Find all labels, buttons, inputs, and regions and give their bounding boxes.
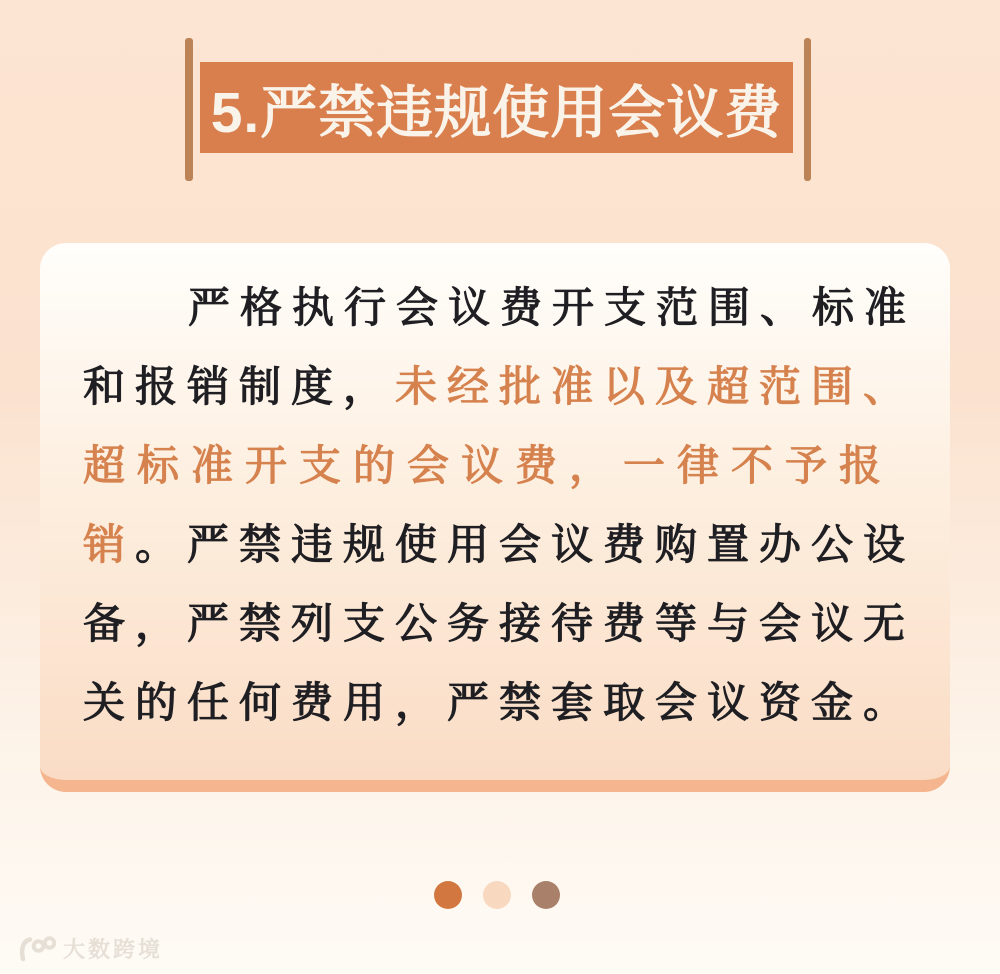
watermark: [16, 933, 163, 964]
text-segment: 关的任何费用，严禁套取会议资金。: [83, 679, 916, 726]
text-line: [83, 426, 915, 505]
watermark-text: 大数跨境: [63, 937, 164, 962]
text-line: [83, 505, 915, 584]
carousel-dot[interactable]: [483, 881, 511, 909]
text-line: [83, 584, 915, 663]
title-banner: [200, 62, 793, 153]
text-segment: 未经批准以及超范围、: [395, 363, 916, 410]
text-segment: 和报销制度，: [83, 363, 396, 410]
content-card: [40, 243, 950, 792]
text-segment: 严格执行会议费开支范围、标准: [188, 284, 917, 331]
page-title: 5.严禁违规使用会议费: [210, 80, 783, 145]
text-segment: 。严禁违规使用会议费购置办公设: [135, 521, 916, 568]
carousel-dots: [434, 881, 560, 909]
text-line: [83, 347, 915, 426]
text-segment: 超标准开支的会议费，一律不予报: [83, 442, 894, 489]
header-accent-bar-left: [185, 38, 193, 181]
text-line: [83, 268, 915, 347]
text-line: [83, 663, 915, 742]
header-accent-bar-right: [804, 38, 811, 181]
body-text: [83, 268, 915, 742]
text-segment: 销: [83, 521, 136, 568]
carousel-dot[interactable]: [532, 881, 560, 909]
brand-logo-icon: [16, 934, 56, 964]
text-segment: 备，严禁列支公务接待费等与会议无: [83, 600, 916, 647]
carousel-dot[interactable]: [434, 881, 462, 909]
